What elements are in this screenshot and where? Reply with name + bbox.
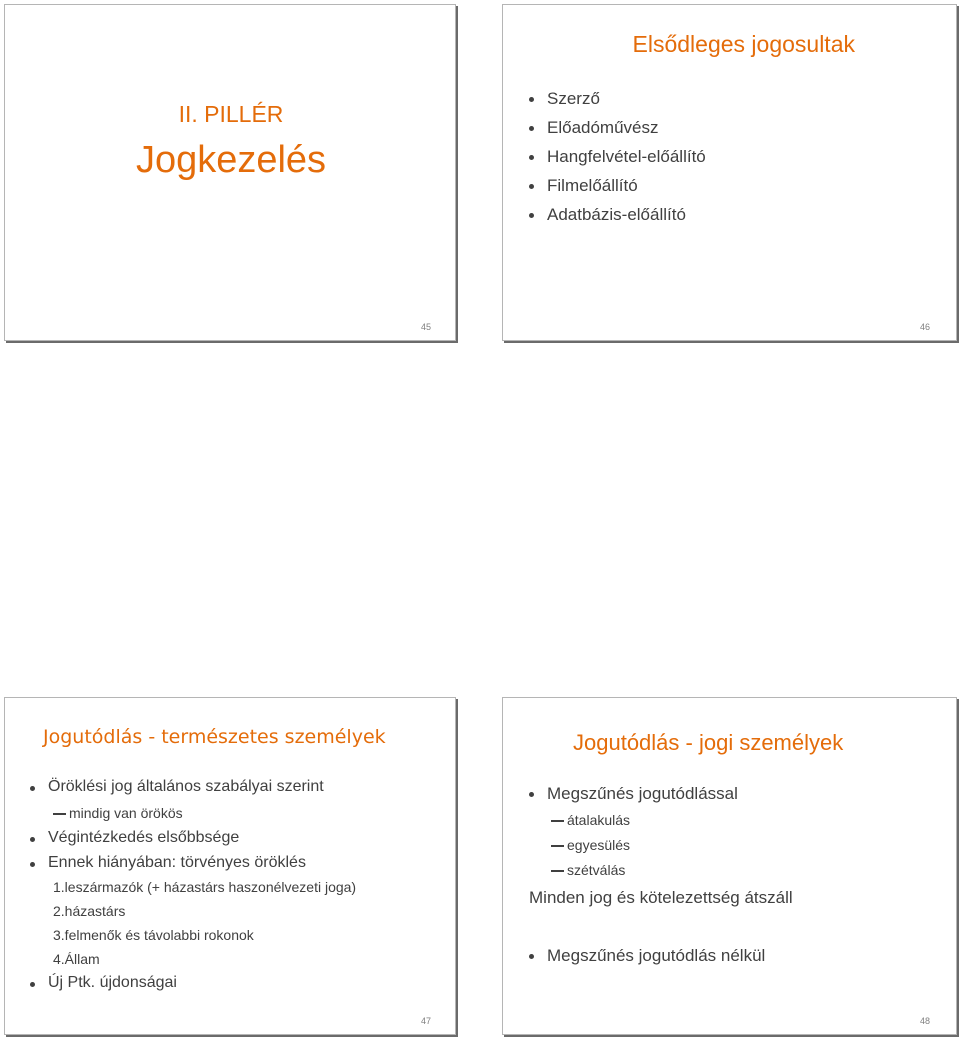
slide-47 [4,697,456,1035]
list-item: Megszűnés jogutódlással [547,784,738,803]
slide-45 [4,4,456,341]
list-item: Filmelőállító [547,176,638,195]
list-subitem: 1.leszármazók (+ házastárs haszonélvezeti joga) [53,879,357,895]
page-number: 47 [420,1016,431,1026]
slide-title: Elsődleges jogosultak [632,31,855,57]
list-subitem: 4.Állam [53,951,100,967]
list-item: Öröklési jog általános szabályai szerint [48,778,324,795]
list-subitem: átalakulás [567,812,631,828]
list-item: Előadóművész [547,118,659,137]
slide-title: Jogutódlás - természetes személyek [43,726,386,748]
list-item: Szerző [547,89,600,108]
list-item: Adatbázis-előállító [547,205,686,224]
list-subitem: egyesülés [567,837,631,853]
slide-48 [502,697,957,1035]
list-item: Végintézkedés elsőbbsége [48,829,240,846]
page-number: 48 [919,1016,930,1026]
page-number: 46 [919,322,930,332]
list-subitem: szétválás [567,862,626,878]
slide-title: Jogkezelés [135,139,327,181]
list-subitem: 2.házastárs [53,903,126,919]
slide-46 [502,4,957,341]
list-item: Hangfelvétel-előállító [547,147,706,166]
list-item: Megszűnés jogutódlás nélkül [547,946,766,965]
slide-kicker: II. PILLÉR [178,101,284,127]
page-number: 45 [420,322,431,332]
slide-title: Jogutódlás - jogi személyek [573,730,844,755]
list-item: Minden jog és kötelezettség átszáll [529,888,793,907]
list-item: Ennek hiányában: törvényes öröklés [48,854,306,871]
list-subitem: 3.felmenők és távolabbi rokonok [53,927,254,943]
list-item: Új Ptk. újdonságai [48,974,177,991]
list-subitem: mindig van örökös [69,805,183,821]
